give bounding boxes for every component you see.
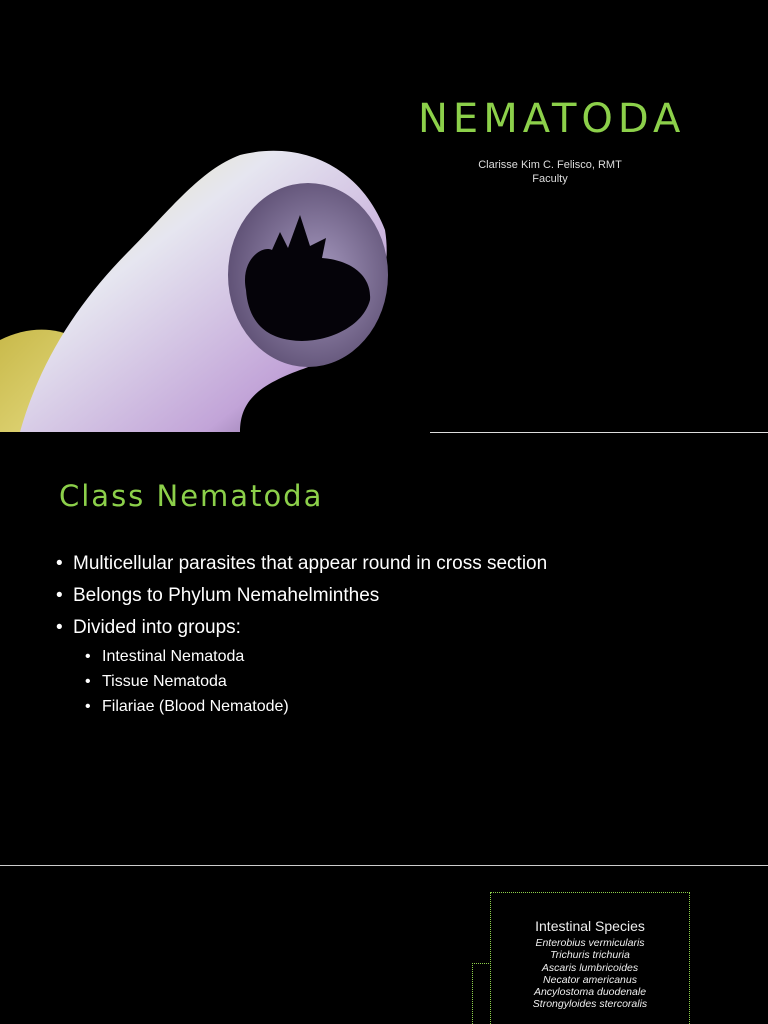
sub-bullet-text: Filariae (Blood Nematode) <box>102 698 289 715</box>
sub-bullet-item <box>85 694 547 719</box>
bullet-icon: • <box>85 673 91 690</box>
species-item: Enterobius vermicularis <box>535 937 645 949</box>
bullet-icon: • <box>85 648 91 665</box>
sub-bullet-item <box>85 644 547 669</box>
slide-intestinal-species <box>0 866 768 1024</box>
bullet-icon: • <box>56 617 63 638</box>
slide-title-heading: NEMATODA <box>418 96 686 142</box>
species-item: Necator americanus <box>543 973 637 986</box>
species-item: Trichuris trichuria <box>550 949 630 962</box>
species-item: Strongyloides stercoralis <box>532 998 648 1011</box>
bullet-icon: • <box>85 698 91 715</box>
nematoda-worm-head-image <box>0 0 420 432</box>
bullet-text: Multicellular parasites that appear round in cross section <box>73 553 548 574</box>
species-item: Ascaris lumbricoides <box>541 961 639 974</box>
author-name: Clarisse Kim C. Felisco, RMT <box>478 159 622 171</box>
bullet-text: Belongs to Phylum Nemahelminthes <box>73 585 380 606</box>
author-block <box>450 158 650 186</box>
dotted-frame-accent <box>472 963 491 1024</box>
bullet-item <box>56 612 547 719</box>
bullet-item <box>56 580 547 612</box>
bullet-item <box>56 548 547 580</box>
species-box-title: Intestinal Species <box>535 918 645 934</box>
species-box <box>490 892 690 1024</box>
slide-class-nematoda <box>0 433 768 865</box>
bullet-list <box>56 548 547 719</box>
sub-bullet-text: Tissue Nematoda <box>102 673 227 690</box>
author-role: Faculty <box>532 173 568 185</box>
slide-heading: Class Nematoda <box>59 479 324 513</box>
species-item: Ancylostoma duodenale <box>533 986 647 999</box>
species-list <box>491 937 689 1011</box>
sub-bullet-list <box>85 644 547 719</box>
bullet-icon: • <box>56 585 63 606</box>
sub-bullet-text: Intestinal Nematoda <box>102 648 245 665</box>
bullet-text: Divided into groups: <box>73 617 241 638</box>
slide-title <box>0 0 768 432</box>
bullet-icon: • <box>56 553 63 574</box>
sub-bullet-item <box>85 669 547 694</box>
